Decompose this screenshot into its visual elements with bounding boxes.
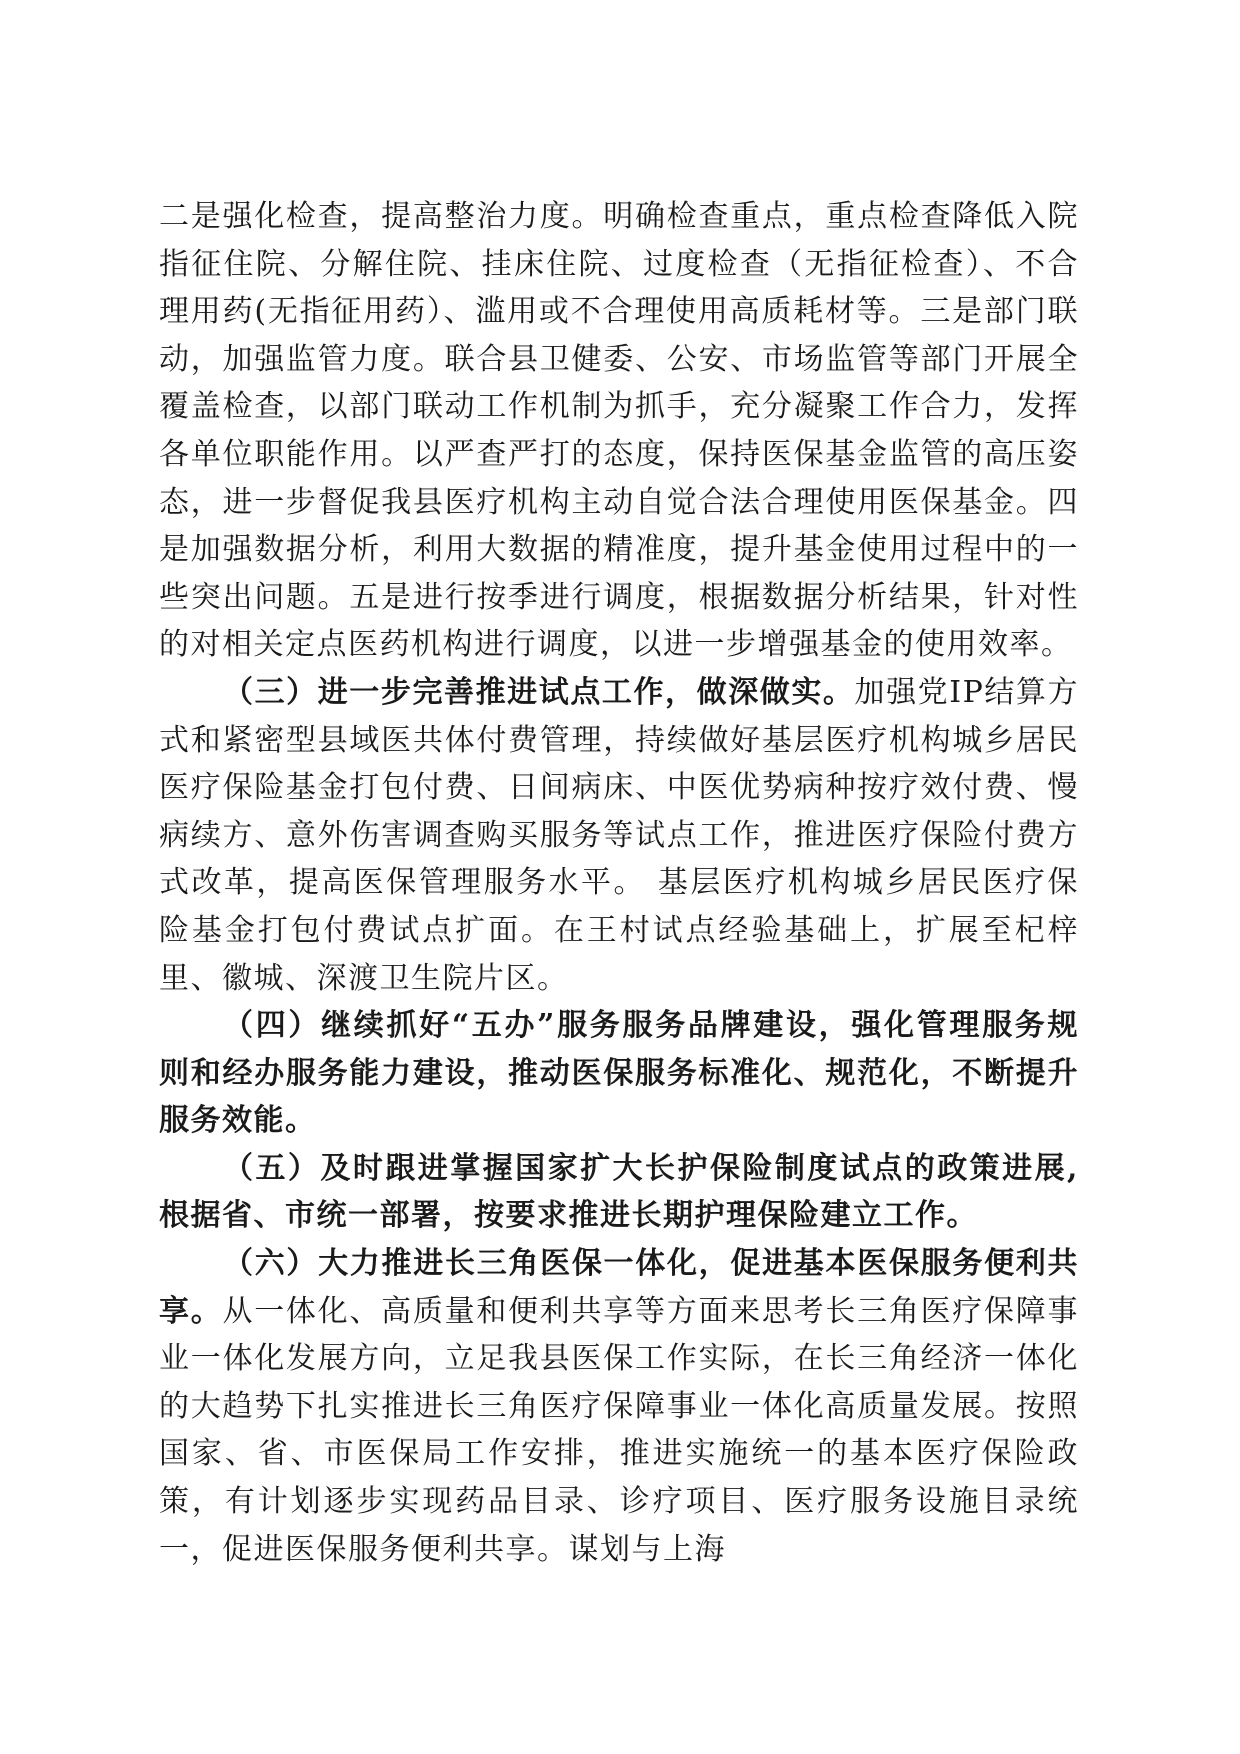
paragraph-section-5 — [159, 1145, 1079, 1240]
section-heading: （四）继续抓好“五办”服务服务品牌建设，强化管理服务规则和经办服务能力建设，推动医保服务标准化、规范化，不断提升服务效能。 — [159, 1008, 1079, 1139]
paragraph-section-4 — [159, 1002, 1079, 1145]
section-heading: （五）及时跟进掌握国家扩大长护保险制度试点的政策进展,根据省、市统一部署，按要求推进长期护理保险建立工作。 — [159, 1150, 1079, 1234]
paragraph-section-3 — [159, 669, 1079, 1002]
section-heading: （六）大力推进长三角医保一体化，促进基本医保服务便利共享。 — [159, 1246, 1079, 1329]
paragraph-text: 加强党IP结算方式和紧密型县域医共体付费管理，持续做好基层医疗机构城乡居民医疗保险基金打包付费、日间病床、中医优势病种按疗效付费、慢病续方、意外伤害调查购买服务等试点工作，推进医疗保险付费方式改革，提高医保管理服务水平。 基层医疗机构城乡居民医疗保险基金打包付费试点扩面。在王村试点经验基础上，扩展至杞梓里、徽城、深渡卫生院片区。 — [159, 674, 1080, 996]
paragraph-inspection — [159, 193, 1079, 669]
paragraph-text: 二是强化检查，提高整治力度。明确检查重点，重点检查降低入院指征住院、分解住院、挂床住院、过度检查（无指征检查）、不合理用药(无指征用药）、滥用或不合理使用高质耗材等。三是部门联动，加强监管力度。联合县卫健委、公安、市场监管等部门开展全覆盖检查，以部门联动工作机制为抓手，充分凝聚工作合力，发挥各单位职能作用。以严查严打的态度，保持医保基金监管的高压姿态，进一步督促我县医疗机构主动自觉合法合理使用医保基金。四是加强数据分析，利用大数据的精准度，提升基金使用过程中的一些突出问题。五是进行按季进行调度，根据数据分析结果，针对性的对相关定点医药机构进行调度，以进一步增强基金的使用效率。 — [159, 199, 1079, 663]
document-body — [159, 193, 1079, 1573]
paragraph-section-6 — [159, 1240, 1079, 1573]
section-heading: （三）进一步完善推进试点工作，做深做实。 — [223, 674, 855, 710]
paragraph-text: 从一体化、高质量和便利共享等方面来思考长三角医疗保障事业一体化发展方向，立足我县医保工作实际，在长三角经济一体化的大趋势下扎实推进长三角医疗保障事业一体化高质量发展。按照国家、省、市医保局工作安排，推进实施统一的基本医疗保险政策，有计划逐步实现药品目录、诊疗项目、医疗服务设施目录统一，促进医保服务便利共享。谋划与上海 — [159, 1293, 1080, 1567]
